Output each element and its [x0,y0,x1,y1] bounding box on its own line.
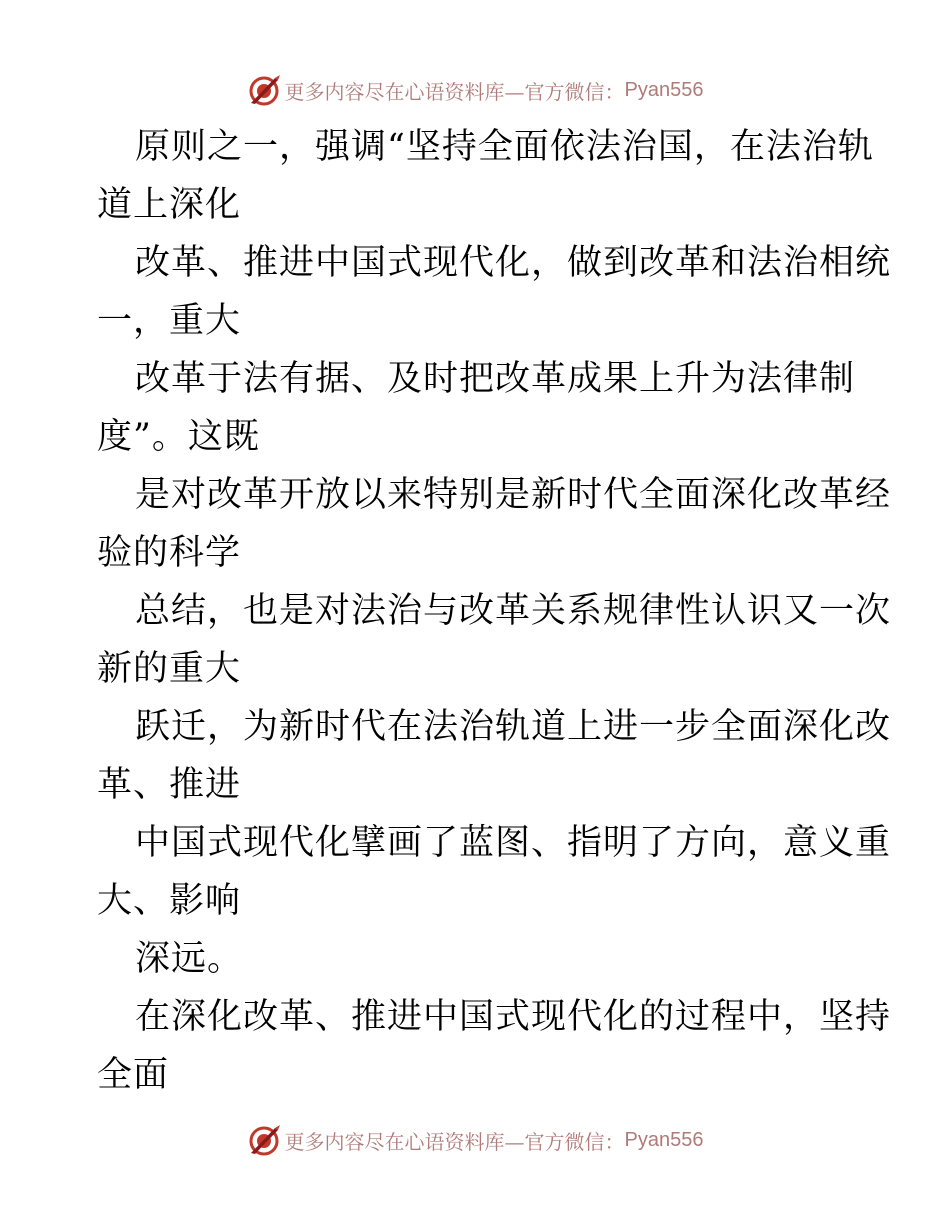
text-line: 深远。 [135,939,244,979]
text-line: 是对改革开放以来特别是新时代全面深化改革经 [135,475,892,515]
text-line: 原则之一，强调“坚持全面依法治国，在法治轨 [135,127,874,167]
footer-watermark [0,1120,950,1160]
watermark-wechat-id: Pyan556 [624,1128,704,1151]
text-line: 度”。这既 [97,417,260,457]
text-line: 总结，也是对法治与改革关系规律性认识又一次 [135,591,892,631]
text-line: 全面 [97,1055,170,1095]
text-line: 验的科学 [97,533,242,573]
text-line: 新的重大 [97,649,242,689]
text-line: 跃迁，为新时代在法治轨道上进一步全面深化改 [135,707,892,747]
text-line: 道上深化 [97,185,242,225]
text-line: 大、影响 [97,881,242,921]
text-line: 改革、推进中国式现代化，做到改革和法治相统 [135,243,892,283]
text-line: 在深化改革、推进中国式现代化的过程中，坚持 [135,997,892,1037]
text-line: 一，重大 [97,301,242,341]
text-line: 革、推进 [97,765,242,805]
text-line: 中国式现代化擘画了蓝图、指明了方向，意义重 [135,823,892,863]
document-body [97,118,892,1104]
quill-pen-logo-icon [247,1123,281,1157]
header-watermark [0,70,950,110]
watermark-wechat-id: Pyan556 [624,78,704,101]
watermark-text: 更多内容尽在心语资料库—官方微信： [284,79,625,104]
watermark-text: 更多内容尽在心语资料库—官方微信： [284,1129,625,1154]
text-line: 改革于法有据、及时把改革成果上升为法律制 [135,359,856,399]
quill-pen-logo-icon [247,73,281,107]
